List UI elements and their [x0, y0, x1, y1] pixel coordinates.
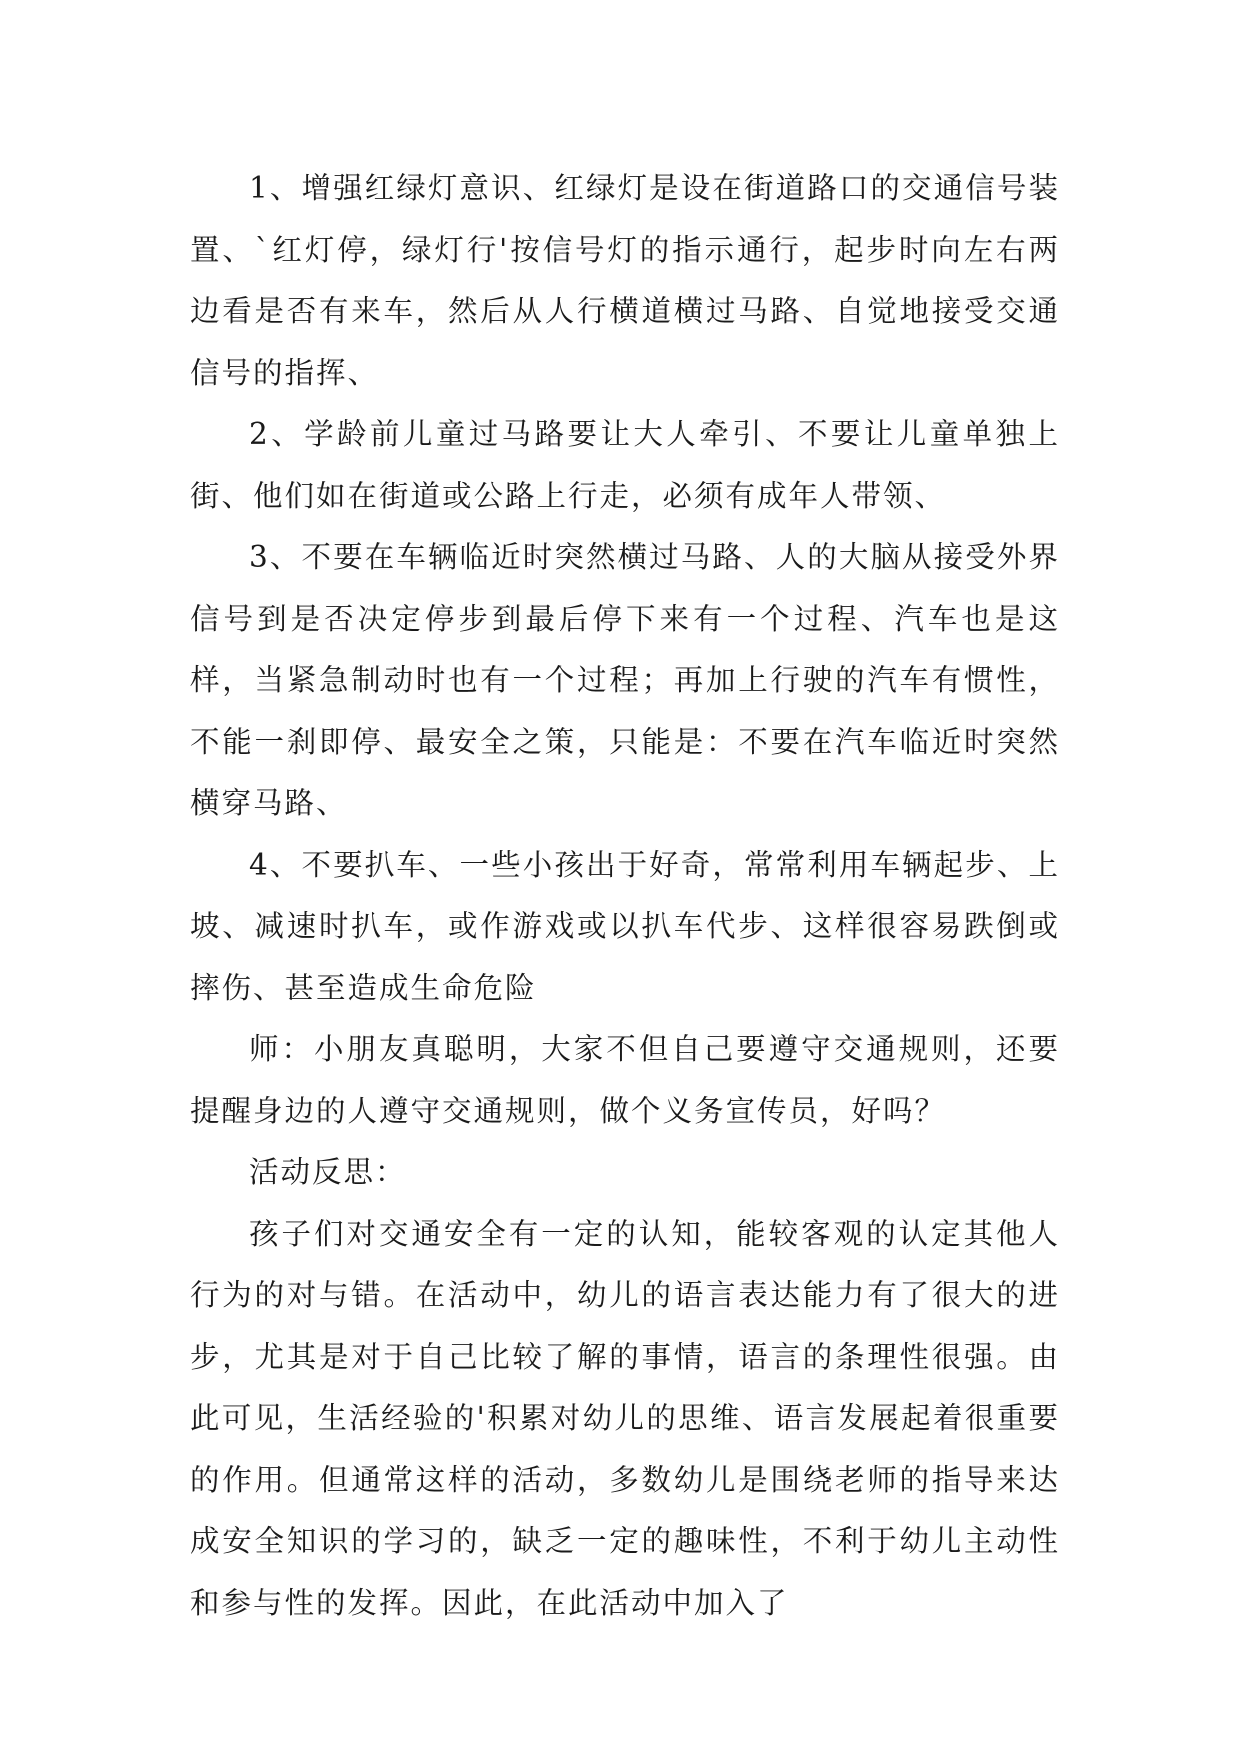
paragraph-reflection-body: 孩子们对交通安全有一定的认知，能较客观的认定其他人行为的对与错。在活动中，幼儿的语言表达能力有了很大的进步，尤其是对于自己比较了解的事情，语言的条理性很强。由此可见，生活经验的'积累对幼儿的思维、语言发展起着很重要的作用。但通常这样的活动，多数幼儿是围绕老师的指导来达成安全知识的学习的，缺乏一定的趣味性，不利于幼儿主动性和参与性的发挥。因此，在此活动中加入了	[190, 1216, 1060, 1620]
paragraph-rule-3: 3、不要在车辆临近时突然横过马路、人的大脑从接受外界信号到是否决定停步到最后停下来有一个过程、汽车也是这样，当紧急制动时也有一个过程；再加上行驶的汽车有惯性，不能一刹即停、最安全之策，只能是：不要在汽车临近时突然横穿马路、	[190, 540, 1060, 820]
paragraph-rule-2: 2、学龄前儿童过马路要让大人牵引、不要让儿童单独上街、他们如在街道或公路上行走，必须有成年人带领、	[190, 417, 1060, 513]
paragraph-teacher-remark: 师：小朋友真聪明，大家不但自己要遵守交通规则，还要提醒身边的人遵守交通规则，做个义务宣传员，好吗？	[190, 1032, 1060, 1128]
document-body	[190, 158, 1060, 1634]
paragraph-rule-1: 1、增强红绿灯意识、红绿灯是设在街道路口的交通信号装置、`红灯停，绿灯行'按信号灯的指示通行，起步时向左右两边看是否有来车，然后从人行横道横过马路、自觉地接受交通信号的指挥、	[190, 171, 1060, 390]
paragraph-reflection-heading: 活动反思：	[249, 1155, 407, 1189]
paragraph-rule-4: 4、不要扒车、一些小孩出于好奇，常常利用车辆起步、上坡、减速时扒车，或作游戏或以扒车代步、这样很容易跌倒或摔伤、甚至造成生命危险	[190, 847, 1060, 1005]
